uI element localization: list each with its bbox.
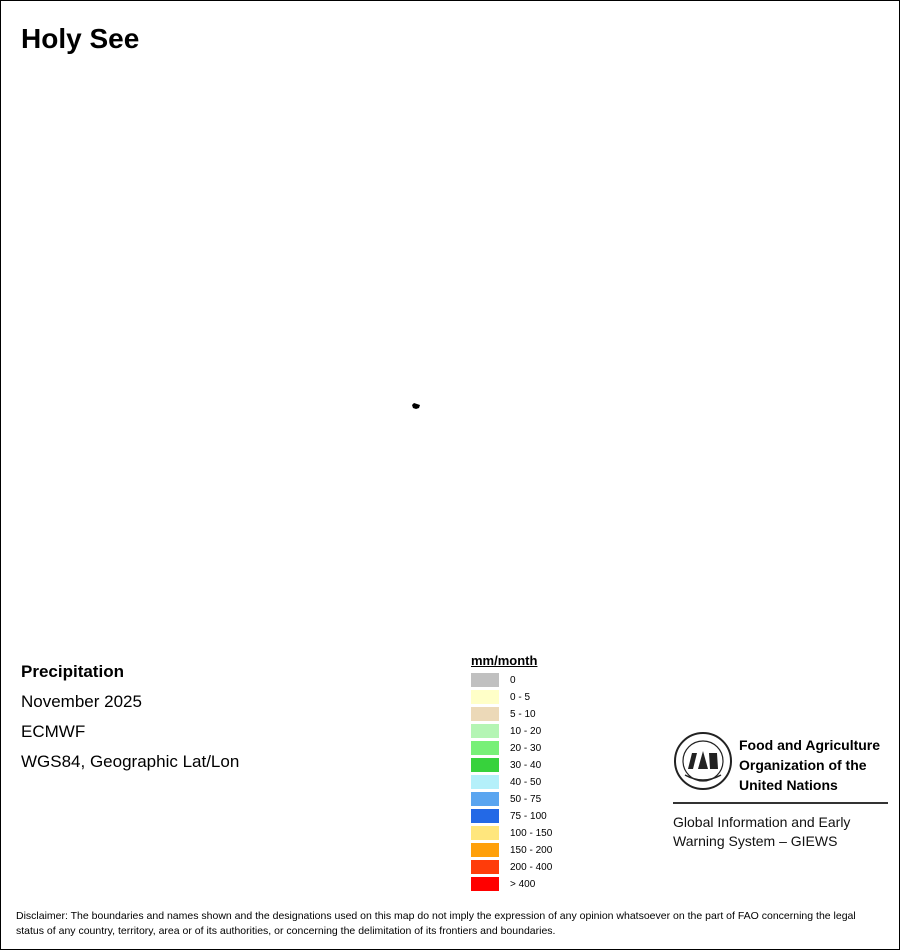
legend-swatch xyxy=(471,877,499,891)
logo-divider xyxy=(673,802,888,804)
legend-label: 30 - 40 xyxy=(510,760,542,771)
map-metadata xyxy=(21,657,239,777)
org-line-2: Organization of the xyxy=(739,757,867,773)
legend-label: 0 xyxy=(510,675,516,686)
legend-label: 200 - 400 xyxy=(510,862,553,873)
legend-swatch xyxy=(471,775,499,789)
legend-swatch xyxy=(471,843,499,857)
legend-item xyxy=(471,740,542,757)
legend-label: 75 - 100 xyxy=(510,811,547,822)
legend-item xyxy=(471,876,537,893)
giews-label xyxy=(673,813,850,851)
legend-label: 50 - 75 xyxy=(510,794,542,805)
legend-item xyxy=(471,774,542,791)
legend-title: mm/month xyxy=(471,653,538,668)
giews-line-2: Warning System – GIEWS xyxy=(673,833,838,849)
legend-label: > 400 xyxy=(510,879,536,890)
legend xyxy=(471,652,553,893)
legend-swatch xyxy=(471,724,499,738)
legend-item xyxy=(471,791,542,808)
legend-item xyxy=(471,808,547,825)
variable-label: Precipitation xyxy=(21,662,124,681)
legend-swatch xyxy=(471,741,499,755)
legend-label: 10 - 20 xyxy=(510,726,542,737)
map-title: Holy See xyxy=(21,23,140,54)
legend-item xyxy=(471,757,542,774)
disclaimer: Disclaimer: The boundaries and names shown and the designations used on this map do not imply the expression of any opinion whatsoever on the part of FAO concerning the legal status of any country, territory, area or of its authorities, or concerning the delimitation of its frontiers and boundaries. xyxy=(16,910,856,937)
legend-label: 5 - 10 xyxy=(510,709,536,720)
legend-swatch xyxy=(471,809,499,823)
legend-swatch xyxy=(471,707,499,721)
legend-item xyxy=(471,842,553,859)
legend-item xyxy=(471,723,542,740)
legend-item xyxy=(471,825,553,842)
map-canvas xyxy=(1,61,899,641)
legend-swatch xyxy=(471,792,499,806)
country-shape xyxy=(412,403,420,409)
org-line-1: Food and Agriculture xyxy=(739,737,881,753)
projection-label: WGS84, Geographic Lat/Lon xyxy=(21,752,240,771)
source-label: ECMWF xyxy=(21,722,86,741)
legend-label: 100 - 150 xyxy=(510,828,553,839)
fao-logo-icon xyxy=(673,731,733,791)
legend-item xyxy=(471,706,537,723)
legend-label: 20 - 30 xyxy=(510,743,542,754)
legend-label: 0 - 5 xyxy=(510,692,531,703)
legend-label: 40 - 50 xyxy=(510,777,542,788)
legend-item xyxy=(471,672,537,689)
legend-swatch xyxy=(471,826,499,840)
period-label: November 2025 xyxy=(21,692,142,711)
legend-swatch xyxy=(471,673,499,687)
legend-label: 150 - 200 xyxy=(510,845,553,856)
legend-item xyxy=(471,689,537,706)
legend-swatch xyxy=(471,860,499,874)
org-line-3: United Nations xyxy=(739,777,838,793)
legend-swatch xyxy=(471,690,499,704)
fao-org-name xyxy=(739,735,880,795)
legend-item xyxy=(471,859,553,876)
giews-line-1: Global Information and Early xyxy=(673,814,851,830)
legend-swatch xyxy=(471,758,499,772)
